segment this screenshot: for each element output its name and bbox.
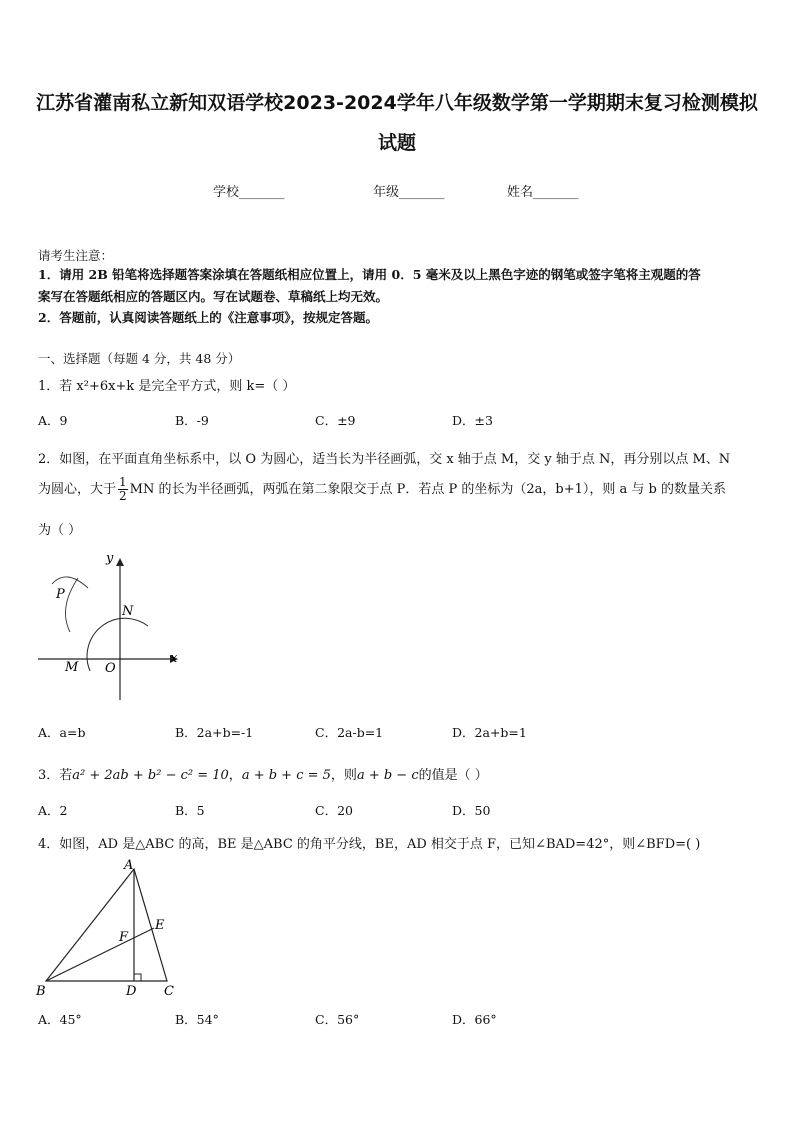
arc-p-from-m	[66, 578, 79, 632]
q3-stem-mid: ，则	[330, 768, 357, 783]
label-o: O	[105, 661, 116, 676]
q3-stem-post: 的值是（ ）	[418, 768, 488, 783]
q3-option-b[interactable]: B．5	[175, 803, 205, 818]
label-d: D	[126, 984, 137, 999]
label-a: A	[124, 858, 134, 873]
notice-item2: 2．答题前，认真阅读答题纸上的《注意事项》，按规定答题。	[38, 310, 378, 325]
label-e: E	[155, 918, 165, 933]
question-2-line3: 为（ ）	[38, 523, 82, 538]
label-p: P	[56, 587, 65, 602]
label-c: C	[164, 984, 174, 999]
q2-coordinate-figure	[30, 548, 190, 708]
label-y: y	[106, 551, 114, 566]
q3-expression-1: a² + 2ab + b² − c² = 10	[72, 768, 229, 783]
q2-fraction	[118, 476, 128, 503]
notice-item1-line1: 1．请用 2B 铅笔将选择题答案涂填在答题纸相应位置上，请用 0．5 毫米及以上黑色字迹的钢笔或签字笔将主观题的答	[38, 267, 701, 282]
question-3-stem	[38, 764, 488, 783]
q1-option-b[interactable]: B．-9	[175, 413, 209, 428]
right-angle-mark	[134, 974, 141, 981]
q1-option-d[interactable]: D．±3	[452, 413, 493, 428]
question-1-stem: 1．若 x²+6x+k 是完全平方式，则 k=（ ）	[38, 379, 296, 394]
q2-option-c[interactable]: C．2a-b=1	[315, 725, 384, 740]
q2-option-a[interactable]: A．a=b	[38, 725, 86, 740]
grade-field[interactable]: 年级_______	[373, 185, 445, 200]
q3-stem-pre: 3．若	[38, 768, 73, 783]
q3-expression-2: a + b + c = 5	[241, 768, 331, 783]
document-title-line1: 江苏省灌南私立新知双语学校2023-2024学年八年级数学第一学期期末复习检测模拟	[36, 92, 758, 114]
label-x: x	[170, 651, 178, 666]
q2-fraction-numerator: 1	[119, 475, 127, 489]
label-f: F	[119, 930, 129, 945]
q4-option-b[interactable]: B．54°	[175, 1012, 219, 1027]
label-n: N	[122, 604, 134, 619]
arc-from-o	[87, 618, 148, 671]
q2-option-b[interactable]: B．2a+b=-1	[175, 725, 254, 740]
q3-option-a[interactable]: A．2	[38, 803, 68, 818]
label-b: B	[36, 984, 46, 999]
school-field[interactable]: 学校_______	[213, 185, 285, 200]
label-m: M	[65, 660, 79, 675]
triangle-abc	[46, 869, 167, 981]
name-field[interactable]: 姓名_______	[507, 185, 579, 200]
q2-fraction-denominator: 2	[119, 489, 127, 503]
q3-expression-3: a + b − c	[356, 768, 419, 783]
q4-option-d[interactable]: D．66°	[452, 1012, 497, 1027]
question-2-line1: 2．如图，在平面直角坐标系中，以 O 为圆心，适当长为半径画弧，交 x 轴于点 M，交 y 轴于点 N，再分别以点 M、N	[38, 452, 731, 467]
y-axis-arrow	[116, 558, 124, 566]
q4-triangle-figure	[30, 855, 190, 1000]
q4-option-a[interactable]: A．45°	[38, 1012, 82, 1027]
section-heading: 一、选择题（每题 4 分，共 48 分）	[38, 351, 241, 366]
question-2-line2	[38, 476, 726, 503]
q2-option-d[interactable]: D．2a+b=1	[452, 725, 527, 740]
notice-heading: 请考生注意：	[38, 248, 114, 263]
q3-option-d[interactable]: D．50	[452, 803, 491, 818]
bisector-be	[46, 928, 154, 981]
q2-line2-pre: 为圆心，大于	[38, 482, 117, 497]
q1-option-c[interactable]: C．±9	[315, 413, 356, 428]
document-title-line2: 试题	[377, 132, 416, 154]
notice-item1-line2: 案写在答题纸相应的答题区内。写在试题卷、草稿纸上均无效。	[38, 289, 389, 304]
q3-option-c[interactable]: C．20	[315, 803, 353, 818]
q1-option-a[interactable]: A．9	[38, 413, 68, 428]
question-4-stem: 4．如图，AD 是△ABC 的高，BE 是△ABC 的角平分线，BE，AD 相交于点 F，已知∠BAD=42°，则∠BFD=( )	[38, 837, 701, 852]
q4-option-c[interactable]: C．56°	[315, 1012, 360, 1027]
q3-separator: ，	[228, 768, 242, 783]
q2-line2-post: MN 的长为半径画弧，两弧在第二象限交于点 P．若点 P 的坐标为（2a，b+1），则 a 与 b 的数量关系	[129, 482, 726, 497]
